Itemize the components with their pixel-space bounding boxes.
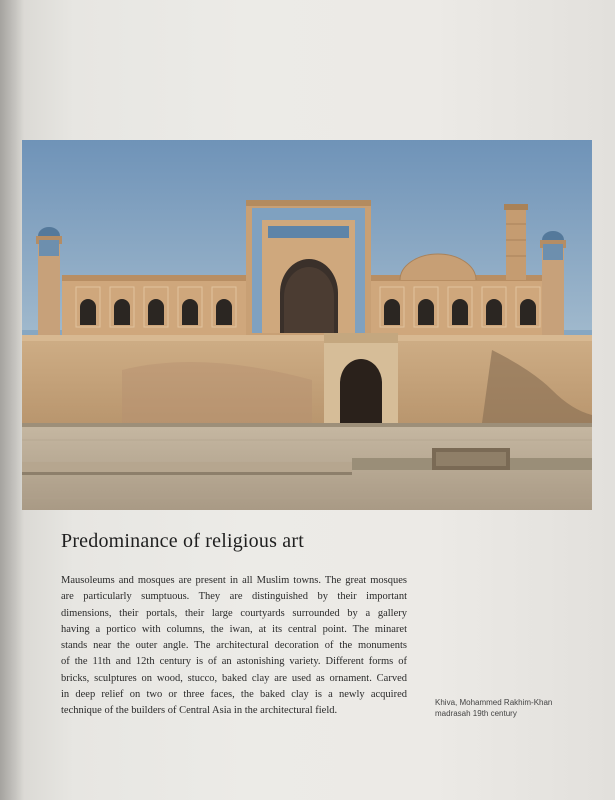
madrasah-photograph xyxy=(22,140,592,510)
body-line: in deep relief on two or three faces, the baked clay is a newly acquired xyxy=(61,689,407,701)
body-line: technique of the builders of Central Asia in the architectural field. xyxy=(61,705,338,717)
body-line: stands near the outer angle. The architectural decoration of the monuments xyxy=(61,640,407,652)
body-line: of the 11th and 12th century is of an astonishing variety. Different forms of xyxy=(61,656,407,668)
page-gutter-shadow xyxy=(0,0,24,800)
body-line: Mausoleums and mosques are present in all Muslim towns. The great mosques xyxy=(61,575,407,586)
body-line: are particularly sumptuous. They are distinguished by their important xyxy=(61,591,407,603)
photo-caption xyxy=(435,697,552,719)
caption-line-2: madrasah 19th century xyxy=(435,709,517,718)
caption-line-1: Khiva, Mohammed Rakhim-Khan xyxy=(435,698,553,707)
article-headline: Predominance of religious art xyxy=(61,530,304,552)
body-line: having a portico with columns, the iwan, at its central point. The minaret xyxy=(61,623,407,635)
body-line: bricks, sculptures on wood, stucco, baked clay are used as ornament. Carved xyxy=(61,672,407,684)
body-line: dimensions, their portals, their large courtyards surrounded by a gallery xyxy=(61,607,407,619)
article-body xyxy=(61,573,407,720)
